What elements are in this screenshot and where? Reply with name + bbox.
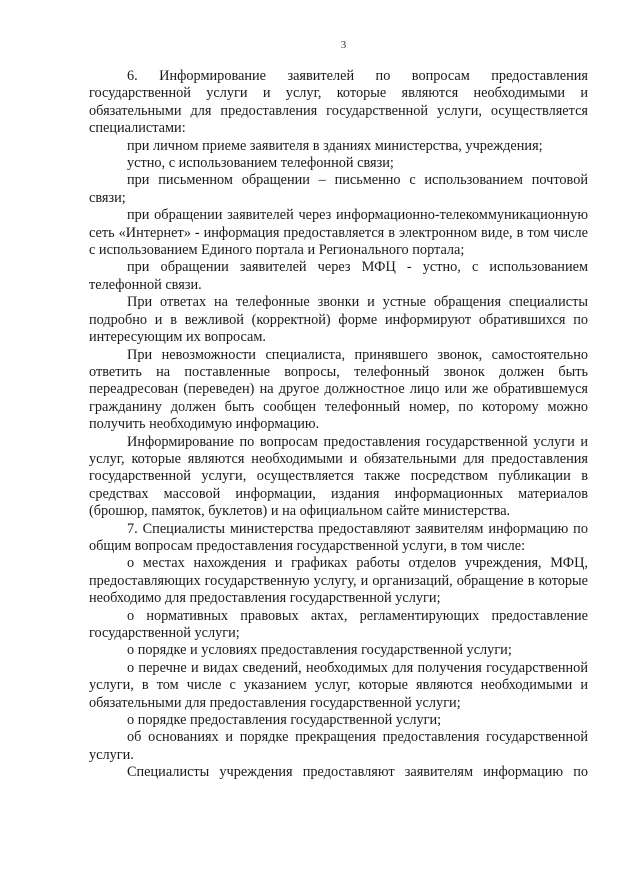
paragraph: о нормативных правовых актах, регламентирующих предоставление государственной услуги; bbox=[89, 607, 588, 641]
paragraph: при обращении заявителей через информационно-телекоммуникационную сеть «Интернет» - информация предоставляется в электронном виде, в том числе с использованием Единого портала и Регионального портала; bbox=[89, 207, 588, 259]
paragraph: 7. Специалисты министерства предоставляют заявителям информацию по общим вопросам предоставления государственной услуги, в том числе: bbox=[89, 520, 588, 554]
paragraph: Информирование по вопросам предоставления государственной услуги и услуг, которые являются необходимыми и обязательными для предоставления государственной услуги, осуществляется также посредством публикации в средствах массовой информации, издания информационных материалов (брошюр, памяток, буклетов) и на официальном сайте министерства. bbox=[89, 433, 588, 520]
paragraph: при обращении заявителей через МФЦ - устно, с использованием телефонной связи. bbox=[89, 259, 588, 293]
page-number: 3 bbox=[340, 39, 347, 51]
paragraph: При невозможности специалиста, принявшего звонок, самостоятельно ответить на поставленные вопросы, телефонный звонок должен быть переадресован (переведен) на другое должностное лицо или же обратившемуся гражданину должен быть сообщен телефонный номер, по которому можно получить необходимую информацию. bbox=[89, 346, 588, 433]
paragraph: о порядке предоставления государственной услуги; bbox=[127, 712, 442, 729]
paragraph: о порядке и условиях предоставления государственной услуги; bbox=[127, 642, 512, 659]
paragraph: об основаниях и порядке прекращения предоставления государственной услуги. bbox=[89, 729, 588, 763]
paragraph: Специалисты учреждения предоставляют заявителям информацию по bbox=[127, 764, 588, 781]
paragraph: устно, с использованием телефонной связи; bbox=[127, 155, 394, 172]
paragraph: о местах нахождения и графиках работы отделов учреждения, МФЦ, предоставляющих государственную услугу, и организаций, обращение в которые необходимо для предоставления государственной услуги; bbox=[89, 555, 588, 607]
paragraph: при личном приеме заявителя в зданиях министерства, учреждения; bbox=[127, 137, 543, 154]
paragraph: При ответах на телефонные звонки и устные обращения специалисты подробно и в вежливой (корректной) форме информируют обратившихся по интересующим их вопросам. bbox=[89, 294, 588, 346]
document-body bbox=[89, 68, 588, 782]
paragraph: 6. Информирование заявителей по вопросам предоставления государственной услуги и услуг, которые являются необходимыми и обязательными для предоставления государственной услуги, осуществляется специалистами: bbox=[89, 68, 588, 137]
paragraph: при письменном обращении – письменно с использованием почтовой связи; bbox=[89, 172, 588, 206]
paragraph: о перечне и видах сведений, необходимых для получения государственной услуги, в том числе с указанием услуг, которые являются необходимыми и обязательными для предоставления государственной услуги; bbox=[89, 659, 588, 711]
